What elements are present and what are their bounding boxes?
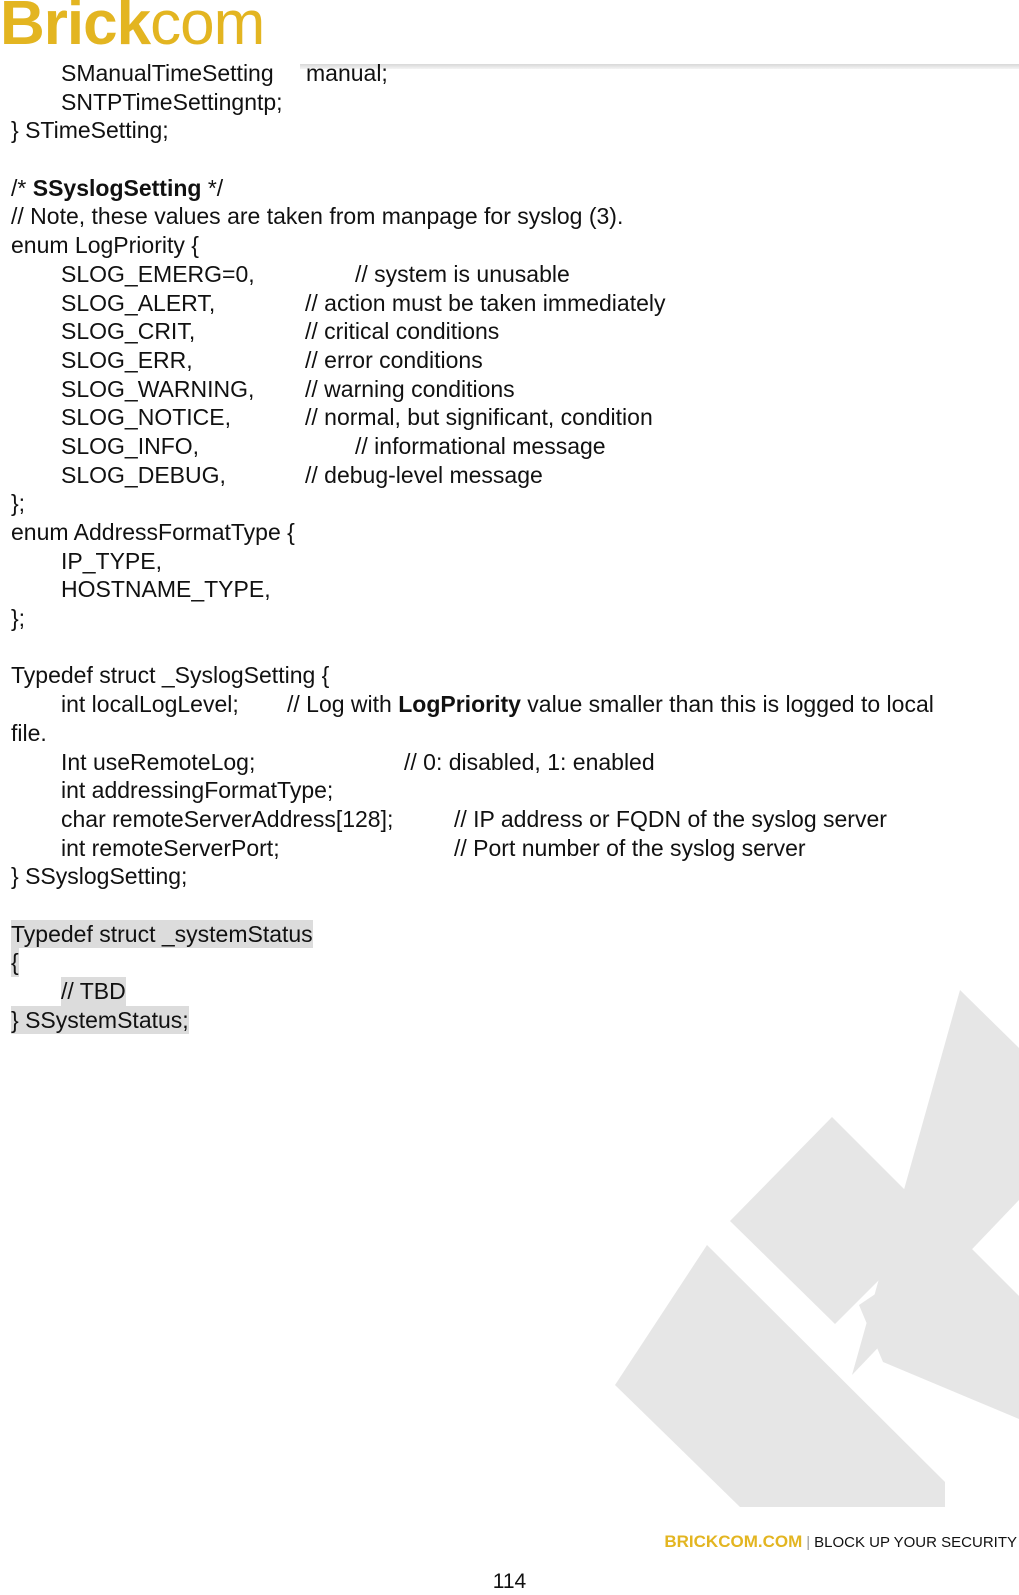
enum-entry: IP_TYPE, xyxy=(61,547,162,574)
enum-entry: SLOG_ERR, // error conditions xyxy=(61,346,483,373)
brickcom-watermark-icon xyxy=(600,985,1019,1507)
enum-entry: SLOG_INFO, // informational message xyxy=(61,432,606,459)
blank-line xyxy=(11,633,1011,662)
blank-line xyxy=(11,891,1011,920)
highlighted-code-line: } SSystemStatus; xyxy=(11,1006,189,1033)
struct-field: Int useRemoteLog; // 0: disabled, 1: enabled xyxy=(61,748,655,775)
section-heading-comment: /* SSyslogSetting */ xyxy=(11,174,224,201)
struct-field: char remoteServerAddress[128]; // IP address or FQDN of the syslog server xyxy=(61,805,887,832)
code-line: SManualTimeSetting manual; xyxy=(61,60,388,86)
code-line: Typedef struct _SyslogSetting { xyxy=(11,662,330,689)
code-line: SNTPTimeSettingntp; xyxy=(61,88,283,115)
footer-site-link[interactable]: BRICKCOM.COM xyxy=(664,1532,803,1551)
struct-field: int remoteServerPort; // Port number of the syslog server xyxy=(61,834,806,861)
enum-entry: SLOG_ALERT, // action must be taken immediately xyxy=(61,289,666,316)
footer-branding: BRICKCOM.COM | BLOCK UP YOUR SECURITY xyxy=(664,1532,1017,1551)
struct-field: int addressingFormatType; xyxy=(61,777,334,804)
highlighted-code-line: // TBD xyxy=(61,978,126,1004)
code-line: } STimeSetting; xyxy=(11,117,169,144)
enum-entry: HOSTNAME_TYPE, xyxy=(61,576,271,603)
code-line: enum AddressFormatType { xyxy=(11,519,295,545)
code-line: file. xyxy=(11,719,47,746)
page-number: 114 xyxy=(492,1570,527,1593)
blank-line xyxy=(11,145,1011,174)
highlighted-code-line: { xyxy=(11,949,19,976)
brickcom-logo: Brickcom xyxy=(0,0,265,58)
code-line: }; xyxy=(11,490,26,517)
code-line: }; xyxy=(11,605,26,632)
enum-entry: SLOG_WARNING, // warning conditions xyxy=(61,375,515,402)
enum-entry: SLOG_NOTICE, // normal, but significant, condition xyxy=(61,404,653,431)
enum-entry: SLOG_EMERG=0, // system is unusable xyxy=(61,260,570,287)
highlighted-code-line: Typedef struct _systemStatus xyxy=(11,920,313,947)
struct-field: int localLogLevel; // Log with LogPriority value smaller than this is logged to local xyxy=(61,691,934,718)
footer-tagline: BLOCK UP YOUR SECURITY xyxy=(814,1534,1017,1551)
enum-entry: SLOG_CRIT, // critical conditions xyxy=(61,318,500,345)
code-line: // Note, these values are taken from manpage for syslog (3). xyxy=(11,203,624,230)
enum-entry: SLOG_DEBUG, // debug-level message xyxy=(61,461,543,488)
code-line: } SSyslogSetting; xyxy=(11,863,188,890)
code-listing xyxy=(11,59,1011,1034)
code-line: enum LogPriority { xyxy=(11,232,199,259)
